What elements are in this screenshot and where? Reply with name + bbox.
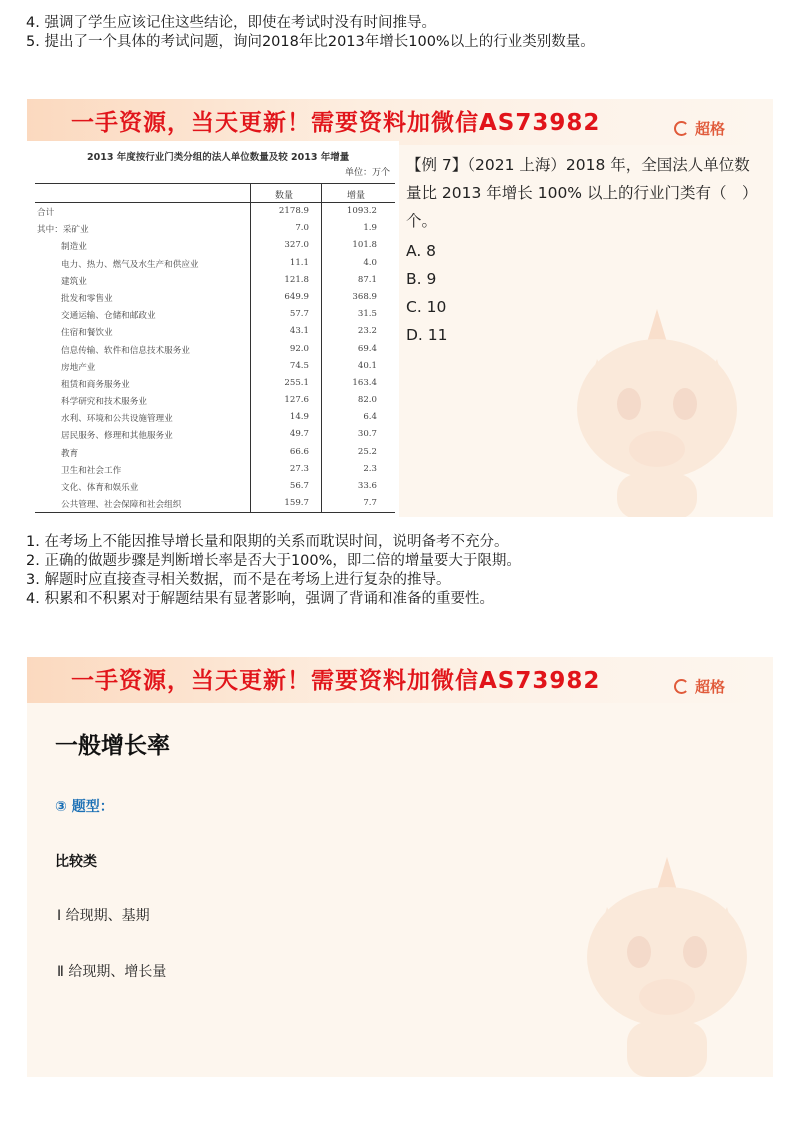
row-count-value: 92.0 [289, 343, 309, 354]
table-row [35, 495, 395, 512]
row-increment-value: 33.6 [357, 481, 377, 491]
row-industry-name: 批发和零售业 [61, 293, 113, 304]
brand-icon [674, 679, 689, 694]
option-a: A. 8 [406, 242, 437, 260]
row-increment-value: 6.4 [363, 412, 377, 423]
row-count-value: 56.7 [289, 481, 309, 491]
note-line: 5. 提出了一个具体的考试问题，询问2018年比2013年增长100%以上的行业类别数量。 [26, 34, 595, 50]
brand-icon [674, 121, 689, 136]
note-line: 1. 在考场上不能因推导增长量和限期的关系而耽误时间，说明备考不充分。 [26, 534, 509, 550]
slide-banner [27, 657, 773, 703]
table-row [35, 323, 395, 340]
brand-name: 超格 [694, 678, 725, 696]
option-c: C. 10 [406, 298, 447, 316]
table-row [35, 203, 395, 220]
row-increment-value: 25.2 [357, 446, 377, 457]
answer-options [406, 237, 448, 349]
table-title: 2013 年度按行业门类分组的法人单位数量及较 2013 年增量 [87, 152, 350, 163]
row-industry-name: 信息传输、软件和信息技术服务业 [61, 345, 190, 356]
row-increment-value: 2.3 [363, 463, 377, 474]
row-industry-name: 公共管理、社会保障和社会组织 [61, 500, 182, 511]
row-count-value: 127.6 [284, 395, 309, 406]
banner-text: 一手资源，当天更新！需要资料加微信AS73982 [71, 110, 601, 136]
row-industry-name: 住宿和餐饮业 [61, 328, 113, 339]
row-industry-name: 居民服务、修理和其他服务业 [61, 431, 173, 442]
note-line: 4. 强调了学生应该记住这些结论，即使在考试时没有时间推导。 [26, 15, 436, 31]
row-count-value: 11.1 [289, 257, 309, 268]
row-industry-name: 水利、环境和公共设施管理业 [61, 414, 173, 425]
row-count-value: 159.7 [284, 498, 309, 509]
row-industry-name: 交通运输、仓储和邮政业 [61, 311, 156, 322]
option-b: B. 9 [406, 270, 437, 288]
row-increment-value: 23.2 [357, 326, 377, 337]
row-increment-value: 1093.2 [346, 206, 377, 216]
row-count-value: 66.6 [289, 446, 309, 457]
row-count-value: 27.3 [289, 463, 309, 474]
option-d: D. 11 [406, 326, 448, 344]
row-increment-value: 40.1 [357, 360, 377, 371]
row-industry-name: 教育 [61, 448, 79, 459]
table-row [35, 444, 395, 461]
table-row [35, 478, 395, 495]
table-body [35, 183, 395, 513]
row-industry-name: 建筑业 [61, 276, 87, 287]
row-industry-name: 文化、体育和娱乐业 [61, 483, 139, 493]
row-count-value: 255.1 [284, 377, 309, 388]
row-increment-value: 1.9 [363, 223, 377, 234]
type-item-2: Ⅱ 给现期、增长量 [57, 964, 167, 980]
brand-logo [674, 676, 725, 697]
note-line: 3. 解题时应直接查寻相关数据，而不是在考场上进行复杂的推导。 [26, 572, 451, 588]
header-count: 数量 [275, 191, 294, 201]
question-text: 【例 7】（2021 上海）2018 年，全国法人单位数量比 2013 年增长 100% 以上的行业门类有（ ）个。 [406, 156, 750, 230]
section-subtitle: ③ 题型： [55, 799, 114, 815]
banner-text: 一手资源，当天更新！需要资料加微信AS73982 [71, 668, 601, 694]
row-industry-name: 制造业 [61, 242, 87, 253]
row-increment-value: 7.7 [363, 498, 377, 509]
row-count-value: 121.8 [284, 274, 309, 285]
type-item-1: Ⅰ 给现期、基期 [57, 908, 150, 924]
row-industry-name: 租赁和商务服务业 [61, 379, 130, 390]
row-increment-value: 4.0 [363, 257, 377, 268]
table-row [35, 358, 395, 375]
table-row [35, 272, 395, 289]
table-row [35, 341, 395, 358]
table-row [35, 220, 395, 237]
table-row [35, 255, 395, 272]
row-industry-name: 合计 [37, 208, 55, 218]
note-line: 2. 正确的做题步骤是判断增长率是否大于100%，即二倍的增量要大于限期。 [26, 553, 521, 569]
row-increment-value: 69.4 [357, 343, 377, 354]
table-row [35, 289, 395, 306]
table-row [35, 461, 395, 478]
table-row [35, 306, 395, 323]
row-industry-name: 电力、热力、燃气及水生产和供应业 [61, 259, 199, 270]
notes-middle [26, 533, 521, 609]
row-increment-value: 368.9 [352, 291, 377, 302]
row-count-value: 2178.9 [278, 206, 309, 216]
table-row [35, 237, 395, 254]
row-increment-value: 30.7 [357, 429, 377, 440]
row-industry-name: 房地产业 [61, 362, 96, 373]
slide-example-7 [27, 99, 773, 517]
row-increment-value: 82.0 [357, 395, 377, 406]
category-label: 比较类 [55, 854, 97, 870]
row-count-value: 74.5 [289, 360, 309, 371]
table-row [35, 426, 395, 443]
row-count-value: 327.0 [284, 240, 309, 251]
row-count-value: 57.7 [289, 309, 309, 320]
row-count-value: 49.7 [289, 429, 309, 440]
row-count-value: 14.9 [289, 412, 309, 423]
row-increment-value: 87.1 [357, 274, 377, 285]
row-increment-value: 163.4 [352, 377, 377, 388]
industry-data-table [27, 141, 399, 517]
unicorn-mascot-icon [557, 299, 757, 517]
row-count-value: 649.9 [284, 291, 309, 302]
table-row [35, 409, 395, 426]
row-count-value: 43.1 [289, 326, 309, 337]
table-unit: 单位：万个 [345, 168, 391, 178]
table-row [35, 392, 395, 409]
brand-name: 超格 [694, 120, 725, 138]
row-count-value: 7.0 [295, 223, 309, 234]
row-industry-name: 卫生和社会工作 [61, 465, 122, 476]
notes-top [26, 14, 595, 52]
slide-banner [27, 99, 773, 145]
section-title: 一般增长率 [55, 733, 170, 759]
row-increment-value: 101.8 [352, 240, 377, 251]
row-increment-value: 31.5 [357, 309, 377, 320]
unicorn-mascot-icon [567, 847, 767, 1077]
brand-logo [674, 118, 725, 139]
table-row [35, 375, 395, 392]
header-increment: 增量 [347, 191, 366, 201]
row-industry-name: 其中：采矿业 [37, 225, 89, 236]
note-line: 4. 积累和不积累对于解题结果有显著影响，强调了背诵和准备的重要性。 [26, 591, 494, 607]
row-industry-name: 科学研究和技术服务业 [61, 397, 147, 408]
slide-general-growth-rate [27, 657, 773, 1077]
table-header [35, 184, 395, 203]
